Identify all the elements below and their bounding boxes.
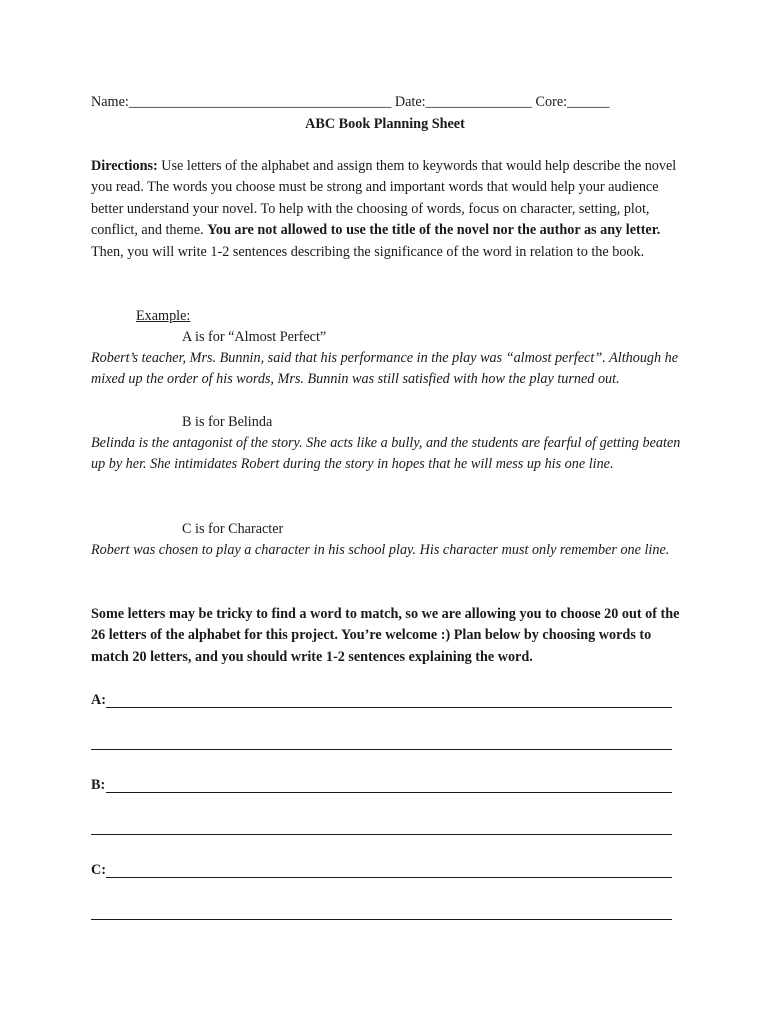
- example-text-c-content: Robert was chosen to play a character in his school play. His character must only remember one line.: [91, 542, 670, 558]
- example-label: Example:: [136, 308, 191, 324]
- answer-line-a-1[interactable]: [106, 707, 672, 708]
- directions-text-end: Then, you will write 1-2 sentences describing the significance of the word in relation to the book.: [91, 243, 645, 260]
- page-title: ABC Book Planning Sheet: [305, 116, 465, 132]
- core-label: Core:: [535, 94, 568, 110]
- answer-letter-b: B:: [91, 777, 106, 793]
- example-text-a-content: Robert’s teacher, Mrs. Bunnin, said that his performance in the play was “almost perfect”. Although he mixed up the order of his words, Mrs. Bunnin was still satisfied with how the play turned out.: [91, 350, 679, 388]
- example-text-b: [91, 433, 681, 476]
- instructions-paragraph: [91, 604, 681, 668]
- answer-line-a-2[interactable]: [91, 749, 672, 750]
- directions-label: Directions:: [91, 158, 158, 174]
- date-blank[interactable]: _______________: [425, 94, 532, 110]
- directions-warning: You are not allowed to use the title of the novel nor the author as any letter.: [207, 222, 661, 239]
- answer-letter-c: C:: [91, 862, 106, 878]
- instructions-text: Some letters may be tricky to find a word to match, so we are allowing you to choose 20 out of the 26 letters of the alphabet for this project. You’re welcome :) Plan below by choosing words to match 20 letters, and you should write 1-2 sentences explaining the word.: [91, 606, 680, 665]
- answer-letter-a: A:: [91, 692, 106, 708]
- header-line: [91, 92, 610, 113]
- example-heading-a: A is for “Almost Perfect”: [182, 329, 327, 345]
- example-heading-c: C is for Character: [182, 521, 284, 537]
- example-heading-b: B is for Belinda: [182, 414, 273, 430]
- answer-line-b-1[interactable]: [106, 792, 672, 793]
- name-blank[interactable]: _____________________________________: [128, 94, 392, 110]
- directions-text: Use letters of the alphabet and assign them to keywords that would help describe the novel you read. The words you choose must be strong and important words that would help your audience better understand your novel. To help with the choosing of words, focus on character, setting, plot, conflict, and theme.: [91, 158, 677, 239]
- example-text-b-content: Belinda is the antagonist of the story. She acts like a bully, and the students are fearful of getting beaten up by her. She intimidates Robert during the story in hopes that he will mess up his one line.: [91, 435, 681, 473]
- directions-paragraph: [91, 156, 681, 263]
- answer-line-b-2[interactable]: [91, 834, 672, 835]
- answer-line-c-1[interactable]: [106, 877, 672, 878]
- answer-line-c-2[interactable]: [91, 919, 672, 920]
- core-blank[interactable]: ______: [567, 94, 610, 110]
- name-label: Name:: [91, 94, 129, 110]
- date-label: Date:: [394, 94, 426, 110]
- example-text-c: [91, 540, 681, 561]
- example-text-a: [91, 348, 681, 391]
